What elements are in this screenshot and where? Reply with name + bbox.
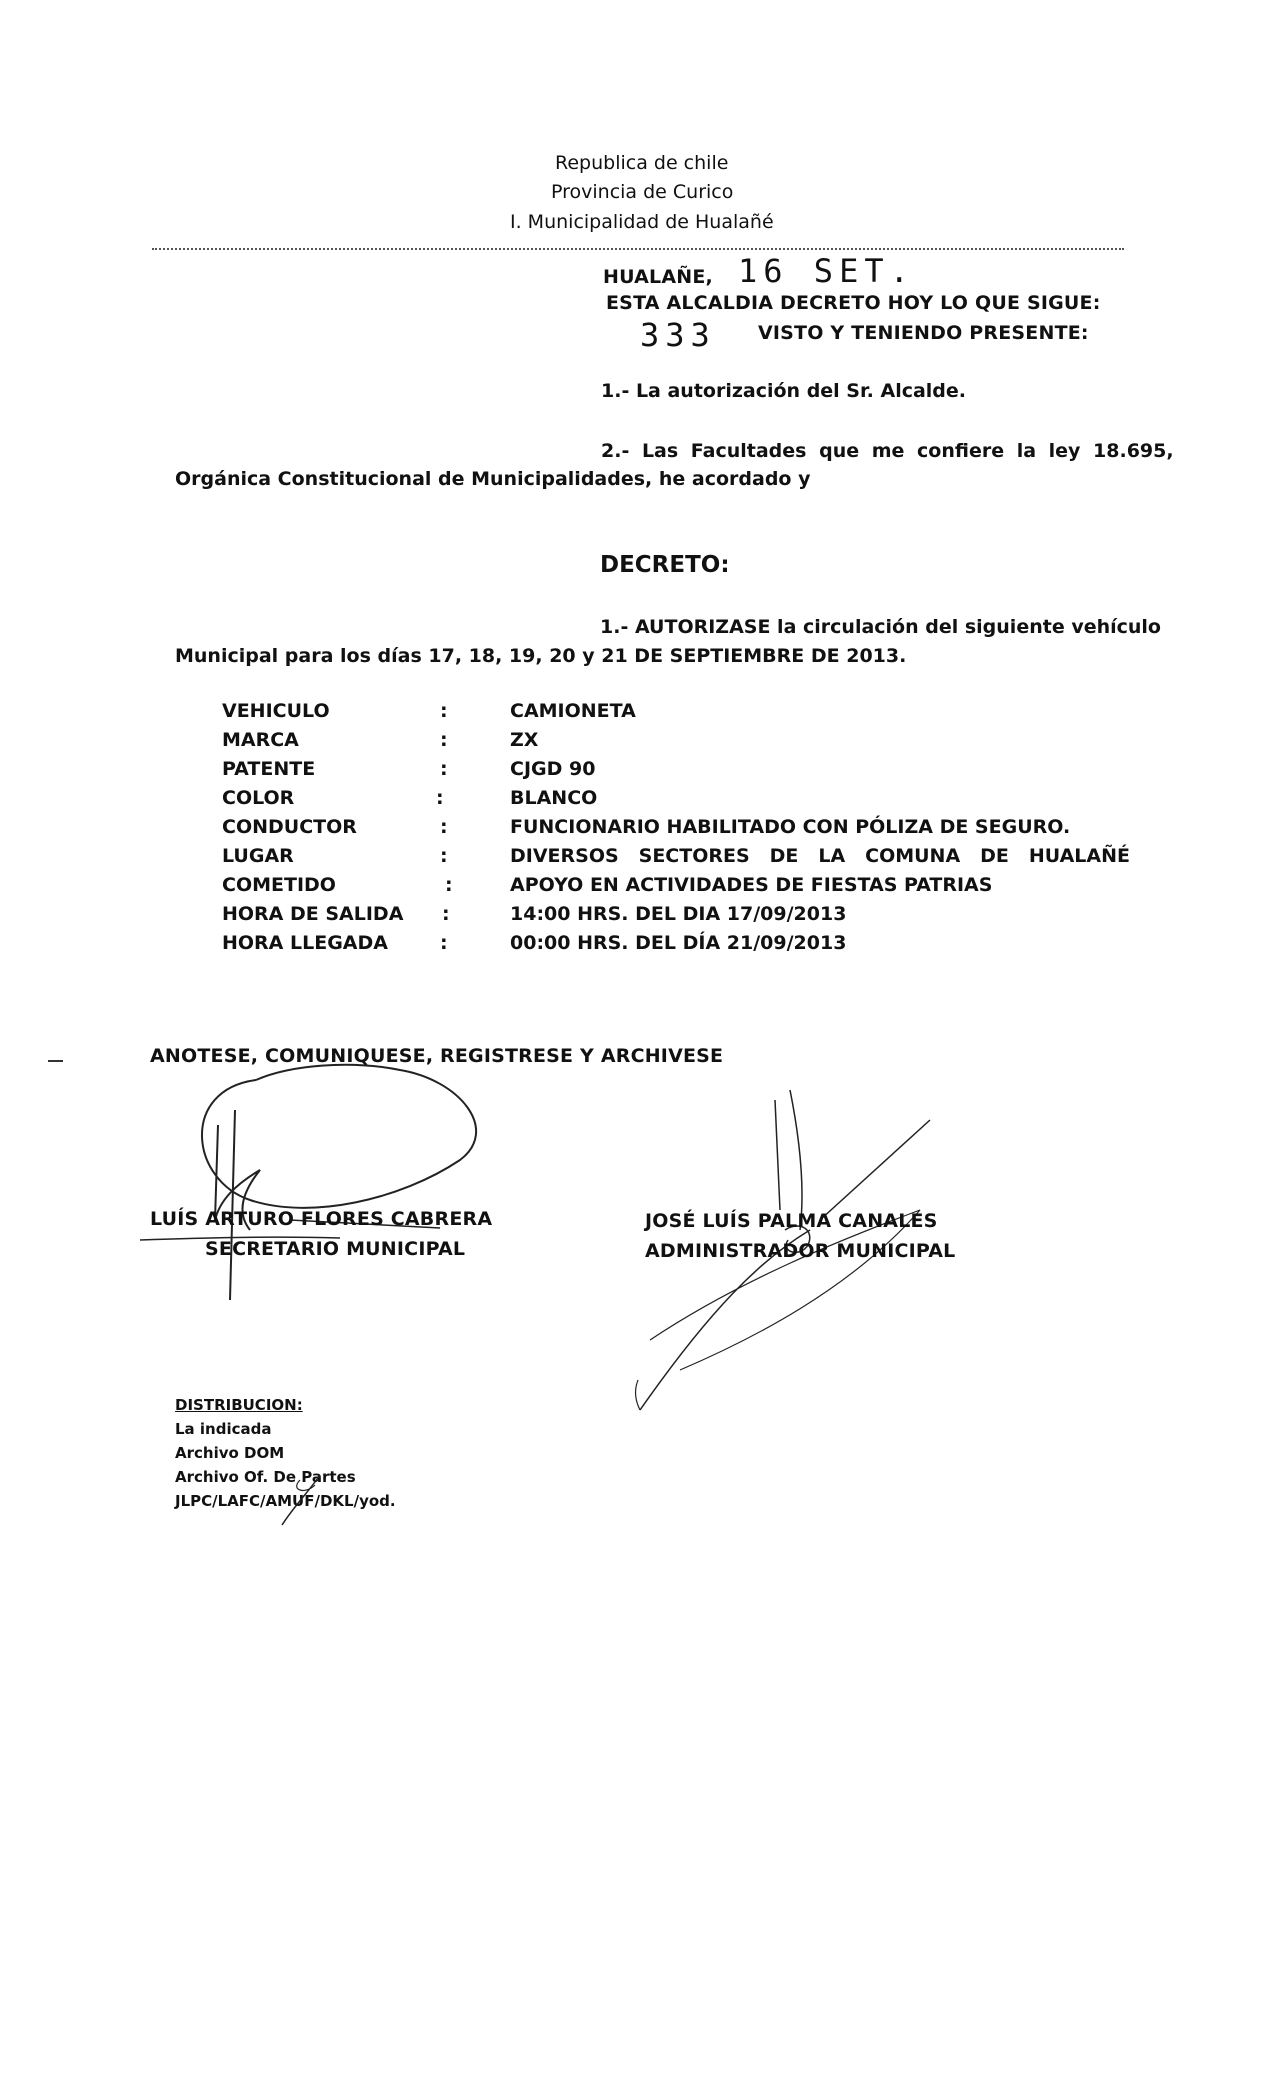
table-row-colon: : bbox=[440, 932, 448, 954]
distribution-item: JLPC/LAFC/AMUF/DKL/yod. bbox=[175, 1492, 396, 1510]
table-row-colon: : bbox=[440, 845, 448, 867]
table-row-label: VEHICULO bbox=[222, 700, 330, 722]
table-row-value: 14:00 HRS. DEL DIA 17/09/2013 bbox=[510, 903, 847, 925]
table-row-label: LUGAR bbox=[222, 845, 294, 867]
visto-heading: VISTO Y TENIENDO PRESENTE: bbox=[758, 322, 1089, 344]
table-row-colon: : bbox=[440, 700, 448, 722]
table-row-colon: : bbox=[440, 729, 448, 751]
initials-scribble bbox=[270, 1470, 330, 1530]
header-divider bbox=[152, 248, 1124, 250]
table-row-colon: : bbox=[440, 758, 448, 780]
table-row-value: DIVERSOS SECTORES DE LA COMUNA DE HUALAÑÉ bbox=[510, 845, 1130, 867]
header-municipality: I. Municipalidad de Hualañé bbox=[510, 211, 774, 233]
article-1-line-2: Municipal para los días 17, 18, 19, 20 y 21 DE SEPTIEMBRE DE 2013. bbox=[175, 645, 907, 667]
consideration-2-cont: Orgánica Constitucional de Municipalidades, he acordado y bbox=[175, 468, 811, 490]
signatory-left-name: LUÍS ARTURO FLORES CABRERA bbox=[150, 1208, 493, 1230]
table-row-colon: : bbox=[436, 787, 444, 809]
table-row-colon: : bbox=[440, 816, 448, 838]
distribution-item: Archivo DOM bbox=[175, 1444, 285, 1462]
table-row-value: ZX bbox=[510, 729, 539, 751]
distribution-item: La indicada bbox=[175, 1420, 272, 1438]
article-1-line-1: 1.- AUTORIZASE la circulación del siguiente vehículo bbox=[600, 616, 1161, 638]
table-row-label: COLOR bbox=[222, 787, 295, 809]
table-row-label: HORA LLEGADA bbox=[222, 932, 388, 954]
table-row-value: 00:00 HRS. DEL DÍA 21/09/2013 bbox=[510, 932, 847, 954]
header-province: Provincia de Curico bbox=[551, 181, 734, 203]
table-row-label: HORA DE SALIDA bbox=[222, 903, 404, 925]
table-row-label: CONDUCTOR bbox=[222, 816, 357, 838]
table-row-value: CAMIONETA bbox=[510, 700, 636, 722]
table-row-value: CJGD 90 bbox=[510, 758, 596, 780]
consideration-1: 1.- La autorización del Sr. Alcalde. bbox=[601, 380, 967, 402]
table-row-value: APOYO EN ACTIVIDADES DE FIESTAS PATRIAS bbox=[510, 874, 993, 896]
table-row-colon: : bbox=[445, 874, 453, 896]
signatory-left-title: SECRETARIO MUNICIPAL bbox=[205, 1238, 466, 1260]
signatory-right-title: ADMINISTRADOR MUNICIPAL bbox=[645, 1240, 956, 1262]
signatory-right-name: JOSÉ LUÍS PALMA CANALES bbox=[645, 1210, 938, 1232]
signature-left bbox=[140, 1050, 493, 1310]
table-row-value: FUNCIONARIO HABILITADO CON PÓLIZA DE SEGURO. bbox=[510, 816, 1071, 838]
table-row-colon: : bbox=[442, 903, 450, 925]
decree-number-stamp: 333 bbox=[640, 316, 716, 354]
header-republic: Republica de chile bbox=[555, 152, 729, 174]
table-row-value: BLANCO bbox=[510, 787, 598, 809]
decree-intro: ESTA ALCALDIA DECRETO HOY LO QUE SIGUE: bbox=[606, 292, 1101, 314]
distribution-item: Archivo Of. De Partes bbox=[175, 1468, 356, 1486]
distribution-heading: DISTRIBUCION: bbox=[175, 1396, 303, 1414]
table-row-label: PATENTE bbox=[222, 758, 316, 780]
decreto-title: DECRETO: bbox=[600, 552, 730, 578]
margin-mark bbox=[48, 1060, 63, 1062]
dateline-place: HUALAÑE, bbox=[603, 266, 713, 288]
consideration-2: 2.- Las Facultades que me confiere la ley 18.695, bbox=[601, 440, 1174, 462]
table-row-label: COMETIDO bbox=[222, 874, 336, 896]
closing-formula: ANOTESE, COMUNIQUESE, REGISTRESE Y ARCHIVESE bbox=[150, 1045, 724, 1067]
table-row-label: MARCA bbox=[222, 729, 299, 751]
date-stamp: 16 SET. bbox=[738, 252, 915, 290]
